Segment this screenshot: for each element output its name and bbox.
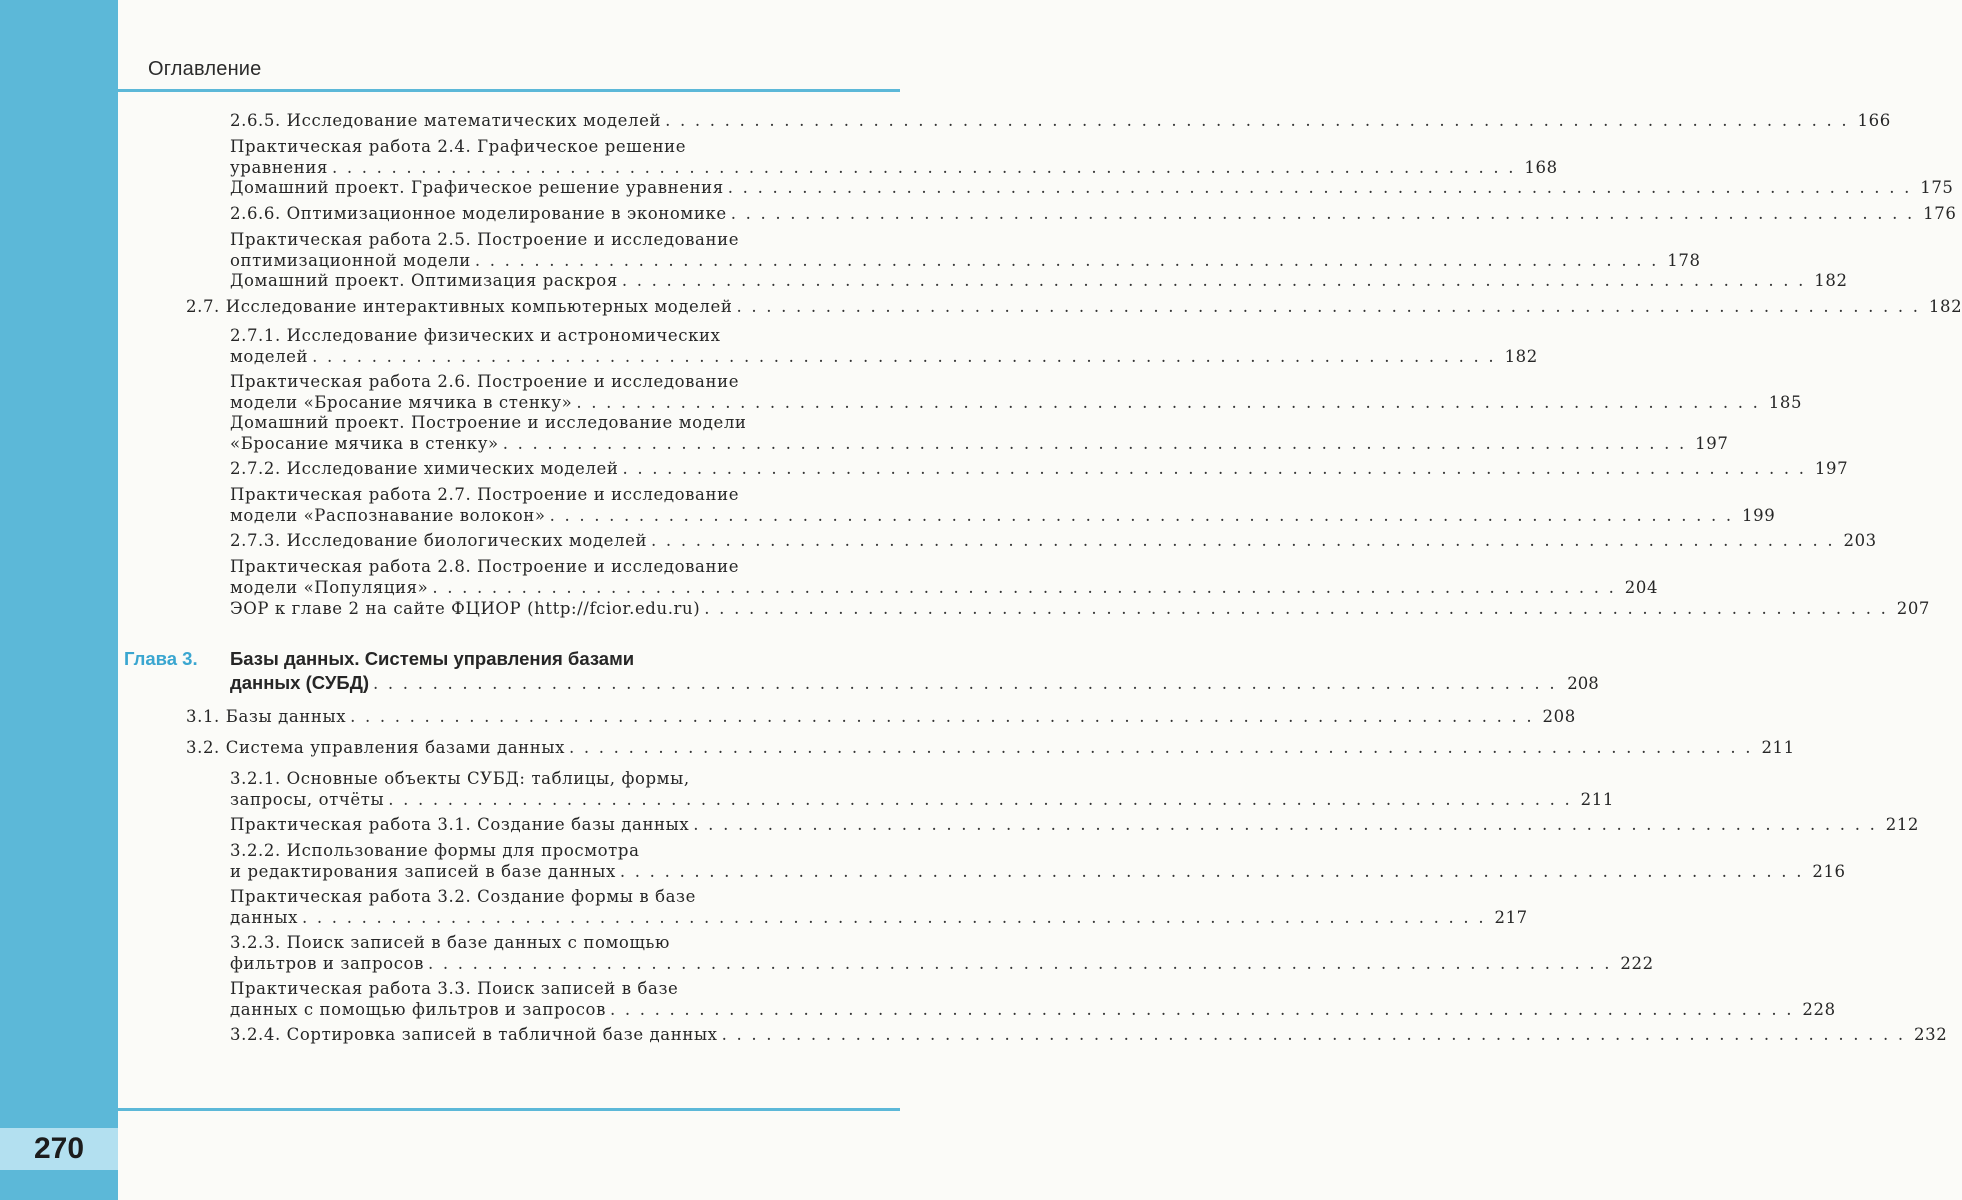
toc-entry-page: 208 [1542, 707, 1576, 726]
page-number: 270 [0, 1128, 118, 1170]
leader-dots: . . . . . . . . . . . . . . . . . . . . . . . . . . . . . . . . . . . . . . . . . . . . . . . . . . . . . . . . . . . . . . . . . . . . . . . . . . . . . . . . [388, 790, 1572, 809]
leader-dots: . . . . . . . . . . . . . . . . . . . . . . . . . . . . . . . . . . . . . . . . . . . . . . . . . . . . . . . . . . . . . . . . . . . . . . . . . . . . . . . . [665, 111, 1849, 130]
toc-entry-page: 182 [1928, 297, 1962, 316]
toc-entry[interactable] [230, 886, 1528, 928]
leader-dots: . . . . . . . . . . . . . . . . . . . . . . . . . . . . . . . . . . . . . . . . . . . . . . . . . . . . . . . . . . . . . . . . . . . . . . . . . . . . . . . . [432, 578, 1617, 597]
toc-entry-text: Практическая работа 2.7. Построение и исследование [230, 485, 740, 504]
toc-entry-text: уравнения [230, 158, 328, 177]
toc-entry-text: запросы, отчёты [230, 790, 385, 809]
toc-entry[interactable] [230, 177, 1954, 198]
chapter-title-line-2: данных (СУБД) [230, 672, 370, 693]
toc-entry-page: 217 [1494, 908, 1528, 927]
leader-dots: . . . . . . . . . . . . . . . . . . . . . . . . . . . . . . . . . . . . . . . . . . . . . . . . . . . . . . . . . . . . . . . . . . . . . . . . . . . . . . . . [312, 347, 1496, 366]
toc-entry-page: 175 [1920, 178, 1954, 197]
toc-entry-text: Домашний проект. Построение и исследование модели [230, 413, 747, 432]
toc-entry-text: Практическая работа 2.4. Графическое решение [230, 137, 687, 156]
toc-entry-page: 166 [1857, 111, 1891, 130]
toc-entry[interactable] [230, 110, 1891, 131]
toc-entry-text: моделей [230, 347, 309, 366]
toc-entry-page: 199 [1742, 506, 1776, 525]
chapter-page: 208 [1567, 674, 1599, 693]
chapter-heading[interactable] [230, 647, 1599, 695]
toc-entry-text: Практическая работа 2.5. Построение и исследование [230, 230, 740, 249]
toc-entry-page: 212 [1885, 815, 1920, 834]
toc-entry-text: 3.2. Система управления базами данных [186, 738, 566, 757]
toc-entry[interactable] [230, 598, 1931, 619]
leader-dots: . . . . . . . . . . . . . . . . . . . . . . . . . . . . . . . . . . . . . . . . . . . . . . . . . . . . . . . . . . . . . . . . . . . . . . . . . . . . . . . . [736, 297, 1921, 316]
toc-entry-page: 222 [1620, 954, 1654, 973]
header-rule [118, 89, 900, 92]
leader-dots: . . . . . . . . . . . . . . . . . . . . . . . . . . . . . . . . . . . . . . . . . . . . . . . . . . . . . . . . . . . . . . . . . . . . . . . . . . . . . . . . [619, 862, 1804, 881]
toc-entry-text: Домашний проект. Оптимизация раскроя [230, 271, 618, 290]
leader-dots: . . . . . . . . . . . . . . . . . . . . . . . . . . . . . . . . . . . . . . . . . . . . . . . . . . . . . . . . . . . . . . . . . . . . . . . . . . . . . . . . [373, 674, 1557, 693]
chapter-label: Глава 3. [124, 648, 198, 669]
leader-dots: . . . . . . . . . . . . . . . . . . . . . . . . . . . . . . . . . . . . . . . . . . . . . . . . . . . . . . . . . . . . . . . . . . . . . . . . . . . . . . . . [474, 251, 1659, 270]
leader-dots: . . . . . . . . . . . . . . . . . . . . . . . . . . . . . . . . . . . . . . . . . . . . . . . . . . . . . . . . . . . . . . . . . . . . . . . . . . . . . . . . [693, 815, 1878, 834]
toc-entry[interactable] [230, 270, 1848, 291]
toc-entry-page: 176 [1923, 204, 1957, 223]
toc-entry-text: 2.7.1. Исследование физических и астрономических [230, 326, 721, 345]
leader-dots: . . . . . . . . . . . . . . . . . . . . . . . . . . . . . . . . . . . . . . . . . . . . . . . . . . . . . . . . . . . . . . . . . . . . . . . . . . . . . . . . [704, 599, 1889, 618]
toc-entry-page: 185 [1768, 393, 1803, 412]
leader-dots: . . . . . . . . . . . . . . . . . . . . . . . . . . . . . . . . . . . . . . . . . . . . . . . . . . . . . . . . . . . . . . . . . . . . . . . . . . . . . . . . [302, 908, 1486, 927]
toc-entry[interactable] [230, 932, 1654, 974]
toc-entry-text: модели «Бросание мячика в стенку» [230, 393, 573, 412]
page-title: Оглавление [148, 58, 262, 80]
toc-entry-text: оптимизационной модели [230, 251, 471, 270]
toc-entry[interactable] [230, 814, 1920, 835]
toc-entry[interactable] [230, 325, 1538, 367]
toc-entry-text: 3.2.2. Использование формы для просмотра [230, 841, 640, 860]
leader-dots: . . . . . . . . . . . . . . . . . . . . . . . . . . . . . . . . . . . . . . . . . . . . . . . . . . . . . . . . . . . . . . . . . . . . . . . . . . . . . . . . [727, 178, 1912, 197]
toc-entry-page: 211 [1761, 738, 1795, 757]
toc-entry-page: 197 [1814, 459, 1849, 478]
toc-entry-page: 204 [1624, 578, 1659, 597]
leader-dots: . . . . . . . . . . . . . . . . . . . . . . . . . . . . . . . . . . . . . . . . . . . . . . . . . . . . . . . . . . . . . . . . . . . . . . . . . . . . . . . . [730, 204, 1915, 223]
toc-entry-text: 2.6.6. Оптимизационное моделирование в экономике [230, 204, 727, 223]
toc-entry-text: 2.7.3. Исследование биологических моделей [230, 531, 648, 550]
toc-entry[interactable] [230, 978, 1836, 1020]
toc-entry[interactable] [230, 556, 1659, 598]
toc-entry-text: Практическая работа 3.1. Создание базы данных [230, 815, 690, 834]
toc-entry-page: 232 [1914, 1025, 1948, 1044]
toc-entry-text: Практическая работа 2.8. Построение и исследование [230, 557, 740, 576]
toc-entry-text: фильтров и запросов [230, 954, 424, 973]
toc-entry-text: 3.2.3. Поиск записей в базе данных с помощью [230, 933, 670, 952]
toc-entry-text: и редактирования записей в базе данных [230, 862, 616, 881]
toc-entry-text: Практическая работа 3.2. Создание формы в базе [230, 887, 697, 906]
toc-entry-page: 178 [1667, 251, 1701, 270]
toc-entry-page: 228 [1802, 1000, 1836, 1019]
toc-entry-page: 207 [1896, 599, 1931, 618]
toc-entry-text: 2.6.5. Исследование математических моделей [230, 111, 662, 130]
toc-entry[interactable] [230, 1024, 1948, 1045]
toc-entry[interactable] [186, 706, 1576, 727]
toc-entry-text: Домашний проект. Графическое решение уравнения [230, 178, 724, 197]
toc-entry-text: модели «Популяция» [230, 578, 429, 597]
toc-entry[interactable] [230, 412, 1729, 454]
toc-entry[interactable] [186, 737, 1795, 758]
leader-dots: . . . . . . . . . . . . . . . . . . . . . . . . . . . . . . . . . . . . . . . . . . . . . . . . . . . . . . . . . . . . . . . . . . . . . . . . . . . . . . . . [621, 271, 1806, 290]
toc-entry-text: данных с помощью фильтров и запросов [230, 1000, 606, 1019]
sidebar-band [0, 0, 118, 1200]
leader-dots: . . . . . . . . . . . . . . . . . . . . . . . . . . . . . . . . . . . . . . . . . . . . . . . . . . . . . . . . . . . . . . . . . . . . . . . . . . . . . . . . [331, 158, 1516, 177]
toc-entry-text: 2.7. Исследование интерактивных компьютерных моделей [186, 297, 733, 316]
toc-entry-page: 168 [1524, 158, 1558, 177]
leader-dots: . . . . . . . . . . . . . . . . . . . . . . . . . . . . . . . . . . . . . . . . . . . . . . . . . . . . . . . . . . . . . . . . . . . . . . . . . . . . . . . . [549, 506, 1734, 525]
toc-entry[interactable] [230, 229, 1701, 271]
toc-entry[interactable] [230, 203, 1957, 224]
chapter-title-line-1: Базы данных. Системы управления базами [230, 648, 635, 669]
toc-entry-text: «Бросание мячика в стенку» [230, 434, 499, 453]
toc-entry-text: Практическая работа 3.3. Поиск записей в базе [230, 979, 679, 998]
toc-entry-page: 203 [1843, 531, 1877, 550]
toc-entry-text: Практическая работа 2.6. Построение и исследование [230, 372, 740, 391]
toc-entry-page: 216 [1812, 862, 1846, 881]
leader-dots: . . . . . . . . . . . . . . . . . . . . . . . . . . . . . . . . . . . . . . . . . . . . . . . . . . . . . . . . . . . . . . . . . . . . . . . . . . . . . . . . [651, 531, 1835, 550]
toc-entry-page: 197 [1695, 434, 1729, 453]
toc-entry-text: 3.2.1. Основные объекты СУБД: таблицы, формы, [230, 769, 690, 788]
leader-dots: . . . . . . . . . . . . . . . . . . . . . . . . . . . . . . . . . . . . . . . . . . . . . . . . . . . . . . . . . . . . . . . . . . . . . . . . . . . . . . . . [721, 1025, 1906, 1044]
leader-dots: . . . . . . . . . . . . . . . . . . . . . . . . . . . . . . . . . . . . . . . . . . . . . . . . . . . . . . . . . . . . . . . . . . . . . . . . . . . . . . . . [622, 459, 1807, 478]
toc-entry-text: данных [230, 908, 299, 927]
leader-dots: . . . . . . . . . . . . . . . . . . . . . . . . . . . . . . . . . . . . . . . . . . . . . . . . . . . . . . . . . . . . . . . . . . . . . . . . . . . . . . . . [576, 393, 1761, 412]
leader-dots: . . . . . . . . . . . . . . . . . . . . . . . . . . . . . . . . . . . . . . . . . . . . . . . . . . . . . . . . . . . . . . . . . . . . . . . . . . . . . . . . [609, 1000, 1794, 1019]
footer-rule [0, 1108, 900, 1111]
toc-entry-text: модели «Распознавание волокон» [230, 506, 546, 525]
toc-entry[interactable] [230, 484, 1776, 526]
toc-entry-page: 182 [1814, 271, 1848, 290]
leader-dots: . . . . . . . . . . . . . . . . . . . . . . . . . . . . . . . . . . . . . . . . . . . . . . . . . . . . . . . . . . . . . . . . . . . . . . . . . . . . . . . . [502, 434, 1687, 453]
toc-entry[interactable] [230, 458, 1849, 479]
toc-entry[interactable] [230, 840, 1846, 882]
leader-dots: . . . . . . . . . . . . . . . . . . . . . . . . . . . . . . . . . . . . . . . . . . . . . . . . . . . . . . . . . . . . . . . . . . . . . . . . . . . . . . . . [427, 954, 1612, 973]
toc-entry-text: 3.1. Базы данных [186, 707, 347, 726]
toc-entry-text: ЭОР к главе 2 на сайте ФЦИОР (http://fcior.edu.ru) [230, 599, 701, 618]
toc-entry-page: 182 [1504, 347, 1538, 366]
toc-entry[interactable] [186, 296, 1962, 317]
toc-entry[interactable] [230, 768, 1614, 810]
leader-dots: . . . . . . . . . . . . . . . . . . . . . . . . . . . . . . . . . . . . . . . . . . . . . . . . . . . . . . . . . . . . . . . . . . . . . . . . . . . . . . . . [350, 707, 1534, 726]
toc-entry[interactable] [230, 530, 1877, 551]
toc-entry-text: 3.2.4. Сортировка записей в табличной базе данных [230, 1025, 718, 1044]
toc-entry[interactable] [230, 371, 1803, 413]
leader-dots: . . . . . . . . . . . . . . . . . . . . . . . . . . . . . . . . . . . . . . . . . . . . . . . . . . . . . . . . . . . . . . . . . . . . . . . . . . . . . . . . [569, 738, 1753, 757]
toc-entry[interactable] [230, 136, 1558, 178]
toc-entry-text: 2.7.2. Исследование химических моделей [230, 459, 619, 478]
toc-entry-page: 211 [1580, 790, 1614, 809]
